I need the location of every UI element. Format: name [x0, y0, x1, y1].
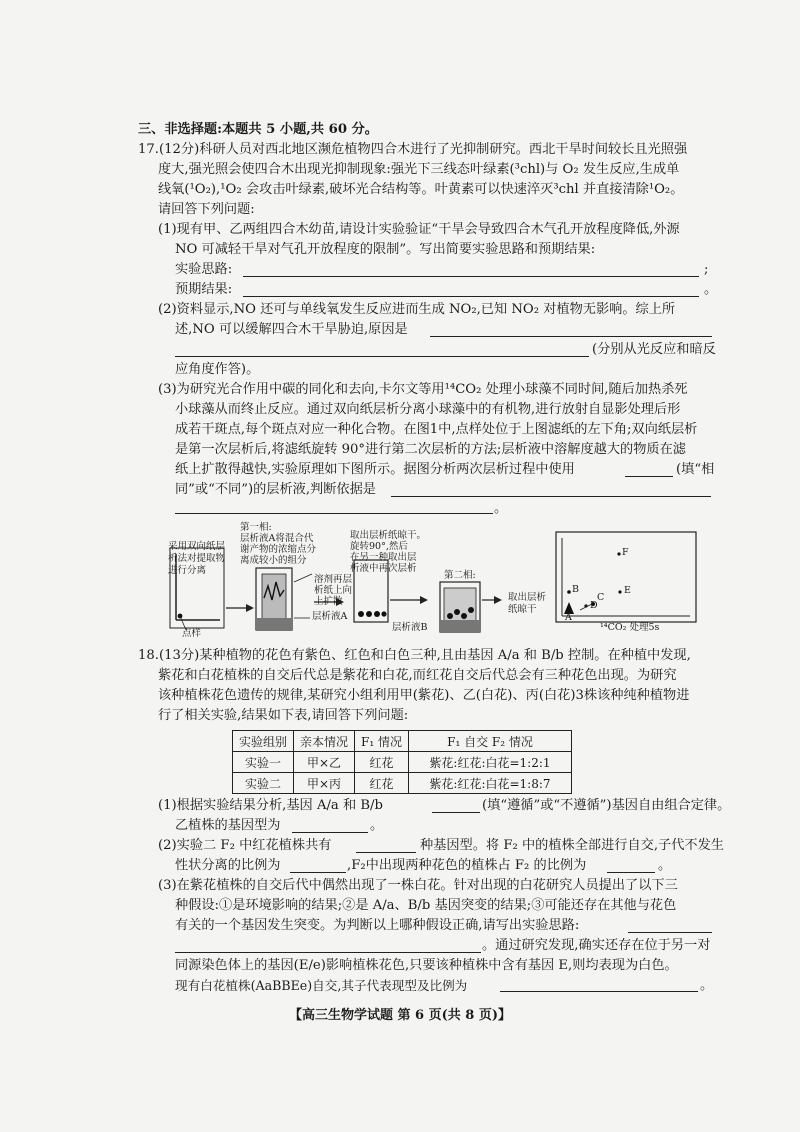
fig-spot-b: B	[572, 584, 579, 595]
answer-blank-idea[interactable]	[243, 276, 699, 277]
answer-blank-3c[interactable]	[175, 513, 493, 514]
q17-line-2: 线氧(¹O₂),¹O₂ 会攻击叶绿素,破坏光合结构等。叶黄素可以快速淬灭³chl 并直接清除¹O₂。	[158, 182, 684, 197]
answer-blank-18-1a[interactable]	[432, 812, 480, 813]
table-cell: 紫花:红花:白花=1:8:7	[408, 773, 571, 794]
q18-sub2-a: (2)实验二 F₂ 中红花植株共有	[158, 838, 332, 853]
q17-line-13: 小球藻从而终止反应。通过双向纸层析分离小球藻中的有机物,进行放射自显影处理后形	[175, 402, 681, 417]
fig-step1-l3: 离成较小的组分	[240, 555, 307, 566]
q17-label-idea: 实验思路:	[175, 262, 233, 277]
q17-line-10: (分别从光反应和暗反	[592, 342, 716, 357]
table-cell: 紫花:红花:白花=1:2:1	[408, 752, 571, 773]
fig-rotate-l1: 旋转90°,然后	[350, 541, 408, 552]
q18-sub1-b: (填“遵循”或“不遵循”)基因自由组合定律。	[482, 798, 731, 813]
q17-line-3: 请回答下列问题:	[158, 202, 255, 217]
q18-sub3-l6: 。	[700, 978, 714, 993]
fig-point-label: 点样	[182, 628, 202, 639]
q18-sub3-l2: 有关的一个基因发生突变。为判断以上哪种假设正确,请写出实验思路:	[175, 918, 580, 933]
q17-line-8: (2)资料显示,NO 还可与单线氧发生反应进而生成 NO₂,已知 NO₂ 对植物无影响。综上所	[158, 302, 676, 317]
q18-line-3: 行了相关实验,结果如下表,请回答下列问题:	[158, 708, 409, 723]
fig-rotate-l3: 析液中再次层析	[350, 563, 417, 574]
fig-spot-f: F	[622, 547, 629, 558]
fig-step1-l0: 第一相:	[240, 522, 272, 533]
q18-sub2-e: 。	[658, 858, 672, 873]
fig-box1-l2: 进行分离	[168, 565, 207, 576]
table-header: 亲本情况	[294, 731, 355, 752]
table-cell: 红花	[355, 752, 409, 773]
fig-step1-l2: 谢产物的浓缩点分	[240, 544, 317, 555]
q17-line-19: 。	[494, 501, 508, 516]
q18-line-0: 18.(13分)某种植物的花色有紫色、红色和白色三种,且由基因 A/a 和 B/b 控制。在种植中发现,	[138, 648, 691, 663]
q18-sub3-l3: 。通过研究发现,确实还存在位于另一对	[482, 938, 711, 953]
results-table	[232, 730, 572, 794]
period-mark: 。	[704, 282, 718, 297]
table-header: F₁ 情况	[355, 731, 409, 752]
q18-sub1-d: 。	[370, 818, 384, 833]
q17-line-18: 同”或“不同”)的层析液,判断依据是	[175, 482, 376, 497]
q17-line-16: 纸上扩散得越快,实验原理如下图所示。据图分析两次层析过程中使用	[175, 462, 575, 477]
q17-line-11: 应角度作答)。	[175, 362, 260, 377]
q18-sub2-b: 种基因型。将 F₂ 中的植株全部进行自交,子代不发生	[420, 838, 724, 853]
answer-blank-2a[interactable]	[430, 336, 712, 337]
table-cell: 红花	[355, 773, 409, 794]
spot-b	[567, 590, 571, 594]
answer-blank-18-2b[interactable]	[290, 872, 346, 873]
table-cell: 实验一	[233, 752, 294, 773]
q18-sub1-c: 乙植株的基因型为	[175, 818, 281, 833]
fig-spot-a: A	[565, 612, 572, 623]
fig-solvent-b: 层析液B	[392, 622, 428, 633]
fig-spot-c: C	[597, 592, 605, 603]
answer-blank-3b[interactable]	[391, 496, 711, 497]
table-cell: 甲×乙	[294, 752, 355, 773]
fig-remove-l0: 取出层析	[508, 592, 547, 603]
q18-sub2-c: 性状分离的比例为	[175, 858, 281, 873]
spot-e	[618, 590, 621, 593]
q17-line-1: 度大,强光照会使四合木出现光抑制现象:强光下三线态叶绿素(³chl)与 O₂ 发生反应,生成单	[158, 162, 680, 177]
fig-front-l0: 溶剂再层	[314, 574, 353, 585]
fig-rotate-l0: 取出层析纸晾干。	[350, 530, 427, 541]
fig-solvent-a: 层析液A	[312, 611, 348, 622]
q17-line-14: 成若干斑点,每个斑点对应一种化合物。在图1中,点样处位于上图滤纸的左下角;双向纸层析	[175, 422, 698, 437]
fig-treat-label: ¹⁴CO₂ 处理5s	[600, 622, 660, 633]
fig-step1-l1: 层析液A将混合代	[240, 533, 314, 544]
fig-remove-l1: 纸晾干	[508, 604, 537, 615]
q18-line-1: 紫花和白花植株的自交后代总是紫花和白花,而红花自交后代总会有三种花色出现。为研究	[158, 668, 677, 683]
q18-sub2-d: ,F₂中出现两种花色的植株占 F₂ 的比例为	[347, 858, 587, 873]
table-cell: 实验二	[233, 773, 294, 794]
q17-line-12: (3)为研究光合作用中碳的同化和去向,卡尔文等用¹⁴CO₂ 处理小球藻不同时间,随后加热杀死	[158, 382, 688, 397]
spot-f	[617, 552, 620, 555]
page-footer: 【高三生物学试题 第 6 页(共 8 页)】	[288, 1008, 512, 1023]
table-row	[233, 752, 572, 773]
table-cell: 甲×丙	[294, 773, 355, 794]
result-panel	[556, 532, 696, 622]
answer-blank-18-3c[interactable]	[500, 991, 698, 992]
table-row	[233, 773, 572, 794]
fig-box1-l1: 析法对提取物	[168, 553, 226, 564]
q18-sub3-l5: 现有白花植株(AaBBEe)自交,其子代表现型及比例为	[175, 978, 468, 993]
table-header: F₁ 自交 F₂ 情况	[408, 731, 571, 752]
semicolon: ;	[704, 262, 709, 277]
answer-blank-3a[interactable]	[625, 476, 673, 477]
fig-step2: 第二相:	[444, 570, 476, 581]
answer-blank-18-2c[interactable]	[607, 872, 655, 873]
q18-sub1-a: (1)根据实验结果分析,基因 A/a 和 B/b	[158, 798, 383, 813]
q17-label-result: 预期结果:	[175, 282, 233, 297]
fig-front-l1: 析纸上向	[314, 585, 353, 596]
answer-blank-18-1b[interactable]	[292, 832, 368, 833]
answer-blank-2b[interactable]	[175, 356, 589, 357]
fig-spot-e: E	[624, 585, 631, 596]
fig-rotate-l2: 在另一种取出层	[350, 552, 417, 563]
fig-box1-l0: 采用双向纸层	[168, 541, 226, 552]
q18-line-2: 该种植株花色遗传的规律,某研究小组利用甲(紫花)、乙(白花)、丙(白花)3株该种纯种植物进	[158, 688, 690, 703]
q17-line-0: 17.(12分)科研人员对西北地区濒危植物四合木进行了光抑制研究。西北干旱时间较长且光照强	[138, 142, 688, 157]
answer-blank-18-2a[interactable]	[356, 852, 416, 853]
q18-sub3-l4: 同源染色体上的基因(E/e)影响植株花色,只要该种植株中含有基因 E,则均表现为白色。	[175, 958, 678, 973]
q17-line-17: (填“相	[676, 462, 715, 477]
fig-spot-d: D	[590, 600, 598, 611]
q17-line-4: (1)现有甲、乙两组四合木幼苗,请设计实验验证“干旱会导致四合木气孔开放程度降低,外源	[158, 222, 680, 237]
q17-line-9: 述,NO 可以缓解四合木干旱胁迫,原因是	[175, 322, 408, 337]
q18-sub3-l1: 种假设:①是环境影响的结果;②是 A/a、B/b 基因突变的结果;③可能还存在其他与花色	[175, 898, 677, 913]
section-title: 三、非选择题:本题共 5 小题,共 60 分。	[138, 122, 378, 137]
fig-front-l2: 上扩散	[314, 596, 343, 607]
q18-sub3-l0: (3)在紫花植株的自交后代中偶然出现了一株白花。针对出现的白花研究人员提出了以下三	[158, 878, 678, 893]
table-header: 实验组别	[233, 731, 294, 752]
answer-blank-18-3b[interactable]	[175, 952, 481, 953]
answer-blank-18-3a[interactable]	[628, 932, 712, 933]
q17-line-15: 是第一次层析后,将滤纸旋转 90°进行第二次层析的方法;层析液中溶解度越大的物质在滤	[175, 442, 686, 457]
q17-line-5: NO 可减轻干旱对气孔开放程度的限制”。写出简要实验思路和预期结果:	[175, 242, 596, 257]
answer-blank-result[interactable]	[243, 296, 699, 297]
